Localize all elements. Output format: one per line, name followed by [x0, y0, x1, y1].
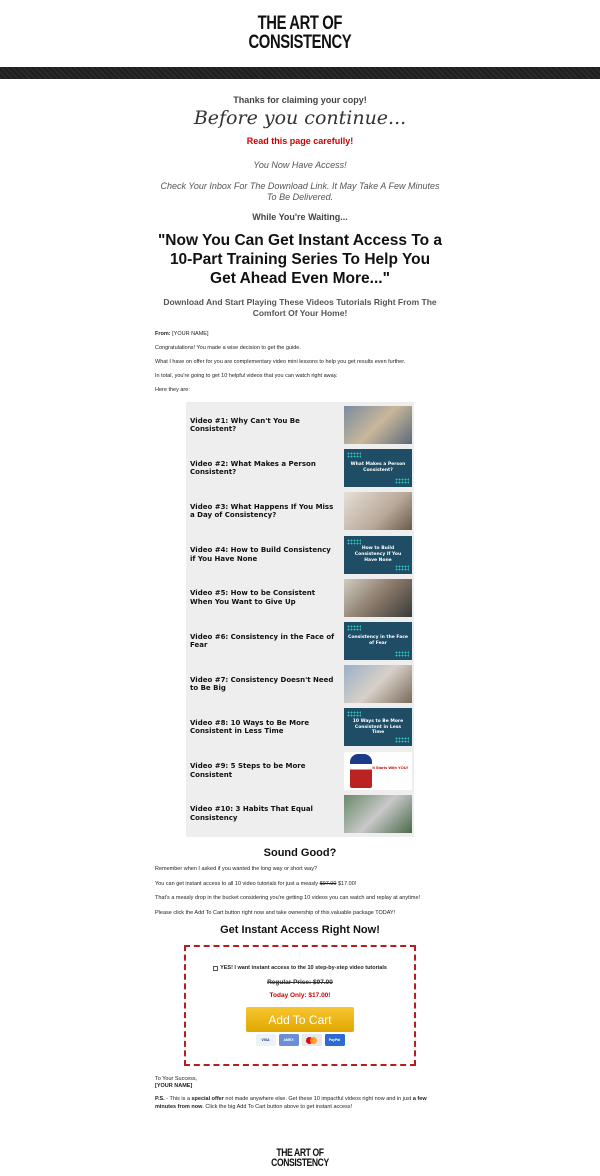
paypal-icon: PayPal	[325, 1034, 345, 1046]
video-item	[186, 533, 414, 576]
intro-section	[0, 95, 600, 319]
video-title: Video #2: What Makes a Person Consistent?	[190, 459, 316, 477]
video-thumbnail	[344, 492, 412, 530]
ps-text: P.S. - This is a special offer not made anywhere else. Get these 10 impactful videos right now and in just a few minutes from now. Click the big Add To Cart button above to get instant access!	[155, 1096, 427, 1110]
order-checkbox[interactable]	[213, 966, 218, 971]
from-line: From: [YOUR NAME]	[155, 330, 209, 337]
order-box	[184, 945, 416, 1066]
video-item	[186, 404, 414, 447]
footer-logo-line-1: THE ART OF	[276, 1147, 324, 1159]
sound-good-heading: Sound Good?	[263, 847, 337, 860]
waiting-text: While You're Waiting...	[252, 211, 348, 222]
subheadline: Download And Start Playing These Videos Tutorials Right From The Comfort Of Your Home!	[163, 296, 437, 318]
video-thumbnail	[344, 795, 412, 833]
letter-p4: Here they are:	[155, 387, 190, 394]
today-price: Today Only: $17.00!	[269, 992, 331, 1000]
footer-logo-line-2: CONSISTENCY	[271, 1157, 329, 1170]
video-item	[186, 706, 414, 749]
video-list	[186, 402, 414, 838]
letter-p3: In total, you're going to get 10 helpful videos that you can watch right away.	[155, 373, 338, 380]
video-item	[186, 619, 414, 662]
video-item	[186, 792, 414, 835]
main-headline: "Now You Can Get Instant Access To a 10-Part Training Series To Help You Get Ahead Even More..."	[157, 231, 443, 288]
video-thumbnail	[344, 406, 412, 444]
signature	[155, 1076, 445, 1090]
read-warning: Read this page carefully!	[246, 136, 354, 146]
offer-body	[155, 866, 445, 917]
video-thumbnail: 10 Ways to Be More Consistent in Less Time	[344, 708, 412, 746]
letter-body	[155, 331, 445, 395]
access-text: You Now Have Access!	[253, 160, 347, 170]
inbox-text: Check Your Inbox For The Download Link. It May Take A Few Minutes To Be Delivered.	[160, 181, 440, 202]
video-title: Video #10: 3 Habits That Equal Consistency	[190, 805, 313, 822]
video-title: Video #5: How to be Consistent When You Want to Give Up	[190, 589, 316, 606]
offer-p1: Remember when I asked if you wanted the long way or short way?	[155, 866, 318, 873]
visa-icon: VISA	[256, 1034, 276, 1046]
video-thumbnail: It Starts With YOU!	[344, 752, 412, 790]
video-item	[186, 447, 414, 490]
instant-access-heading: Get Instant Access Right Now!	[220, 924, 380, 937]
offer-p4: Please click the Add To Cart button right now and take ownership of this valuable package TODAY!	[155, 909, 396, 916]
offer-p3: That's a measly drop in the bucket considering you're getting 10 videos you can watch and replay at anytime!	[155, 895, 421, 902]
logo-line-1: THE ART OF	[257, 13, 343, 35]
video-title: Video #4: How to Build Consistency if You Have None	[190, 546, 331, 563]
order-checkbox-row[interactable]	[186, 965, 414, 971]
letter-p1: Congratulations! You made a wise decision to get the guide.	[155, 344, 301, 351]
video-item	[186, 663, 414, 706]
thanks-text: Thanks for claiming your copy!	[233, 95, 367, 105]
video-title: Video #3: What Happens If You Miss a Day of Consistency?	[190, 503, 334, 520]
offer-p2: You can get instant access to all 10 video tutorials for just a measly $97.00 $17.00!	[155, 880, 357, 887]
logo	[249, 15, 352, 51]
payment-cards	[186, 1034, 414, 1046]
mastercard-icon	[302, 1034, 322, 1046]
success-text: To Your Success,	[155, 1076, 198, 1083]
video-thumbnail: Consistency in the Face of Fear	[344, 622, 412, 660]
video-thumbnail	[344, 579, 412, 617]
header-bar	[0, 67, 600, 79]
video-thumbnail	[344, 665, 412, 703]
video-thumbnail: What Makes a Person Consistent?	[344, 449, 412, 487]
logo-line-2: CONSISTENCY	[248, 31, 352, 53]
video-item	[186, 576, 414, 619]
video-title: Video #7: Consistency Doesn't Need to Be Big	[190, 675, 334, 693]
video-item	[186, 749, 414, 792]
letter-p2: What I have on offer for you are complementary video mini lessons to help you get results even further.	[155, 359, 406, 366]
video-title: Video #6: Consistency in the Face of Fear	[190, 632, 335, 650]
before-heading: Before you continue...	[193, 107, 407, 129]
amex-icon: AMEX	[279, 1034, 299, 1046]
video-title: Video #9: 5 Steps to be More Consistent	[190, 762, 306, 779]
video-title: Video #1: Why Can't You Be Consistent?	[190, 416, 300, 434]
regular-price: Regular Price: $97.00	[267, 979, 333, 987]
video-thumbnail: How to Build Consistency If You Have None	[344, 536, 412, 574]
order-checkbox-label: YES! I want instant access to the 10 step-by-step video tutorials	[220, 965, 387, 972]
header	[0, 0, 600, 67]
add-to-cart-button[interactable]: Add To Cart	[246, 1007, 354, 1032]
video-title: Video #8: 10 Ways to Be More Consistent in Less Time	[190, 719, 310, 736]
video-item	[186, 490, 414, 533]
signature-name: [YOUR NAME]	[155, 1083, 193, 1090]
footer-logo	[0, 1148, 600, 1169]
